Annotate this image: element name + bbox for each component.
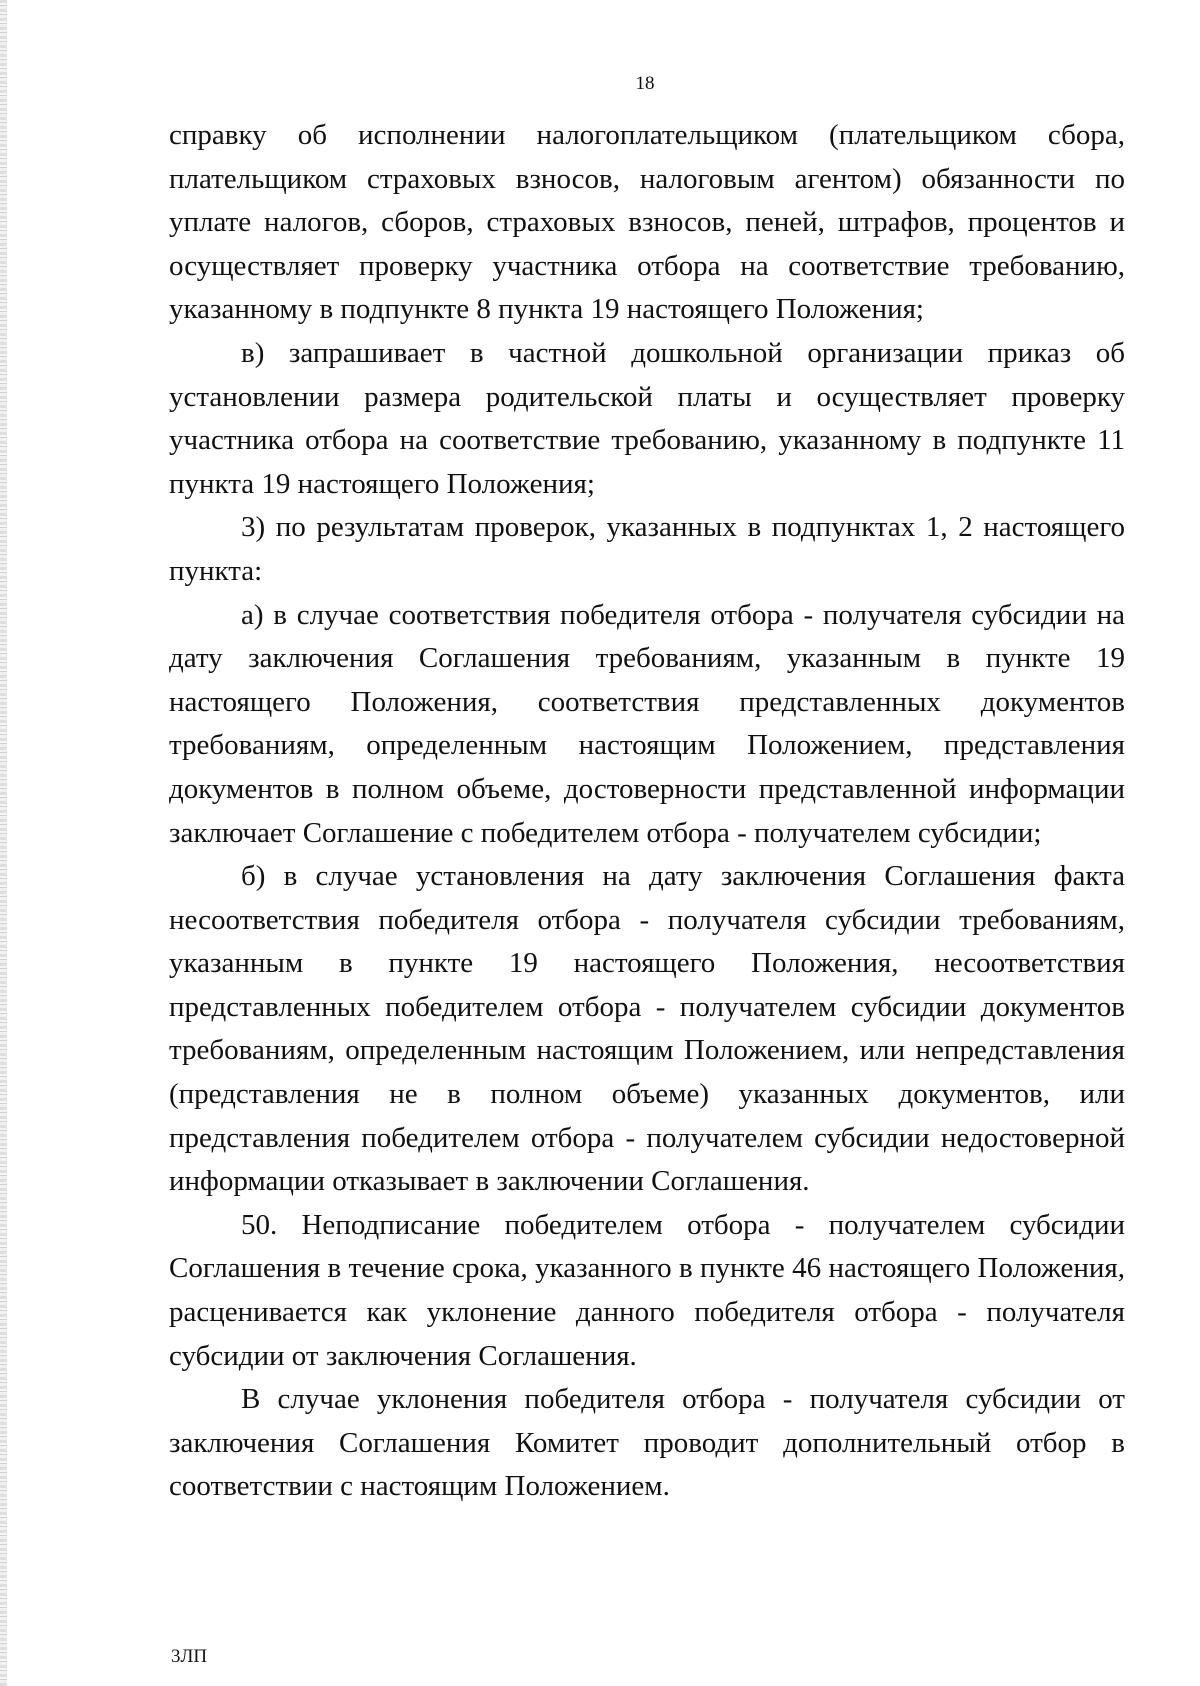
paragraph-item-3: 3) по результатам проверок, указанных в подпунктах 1, 2 настоящего пункта: bbox=[169, 511, 1125, 587]
footer-code: 3ЛП bbox=[171, 1646, 208, 1667]
paragraph-clause-50: 50. Неподписание победителем отбора - получателем субсидии Соглашения в течение срока, указанного в пункте 46 настоящего Положения, расценивается как уклонение данного победителя отбора - получателя субсидии от заключения Соглашения. bbox=[169, 1208, 1125, 1372]
paragraph-subitem-v: в) запрашивает в частной дошкольной организации приказ об установлении размера родительской платы и осуществляет проверку участника отбора на соответствие требованию, указанному в подпункте 11 пункта 19 настоящего Положения; bbox=[169, 336, 1125, 500]
scan-edge-shadow bbox=[0, 0, 7, 1686]
paragraph-subitem-b: б) в случае установления на дату заключения Соглашения факта несоответствия победителя отбора - получателя субсидии требованиям, указанным в пункте 19 настоящего Положения, несоответствия представленных победителем отбора - получателем субсидии документов требованиям, определенным настоящим Положением, или непредставления (представления не в полном объеме) указанных документов, или представления победителем отбора - получателем субсидии недостоверной информации отказывает в заключении Соглашения. bbox=[169, 860, 1125, 1198]
page-number: 18 bbox=[635, 73, 655, 94]
document-body bbox=[169, 114, 1125, 1509]
paragraph-evasion-case: В случае уклонения победителя отбора - получателя субсидии от заключения Соглашения Комитет проводит дополнительный отбор в соответствии с настоящим Положением. bbox=[169, 1383, 1125, 1503]
paragraph-subitem-a: а) в случае соответствия победителя отбора - получателя субсидии на дату заключения Соглашения требованиям, указанным в пункте 19 настоящего Положения, соответствия представленных документов требованиям, определенным настоящим Положением, представления документов в полном объеме, достоверности представленной информации заключает Соглашение с победителем отбора - получателем субсидии; bbox=[169, 598, 1125, 849]
paragraph-continuation: справку об исполнении налогоплательщиком (плательщиком сбора, плательщиком страховых взносов, налоговым агентом) обязанности по уплате налогов, сборов, страховых взносов, пеней, штрафов, процентов и осуществляет проверку участника отбора на соответствие требованию, указанному в подпункте 8 пункта 19 настоящего Положения; bbox=[169, 119, 1125, 326]
